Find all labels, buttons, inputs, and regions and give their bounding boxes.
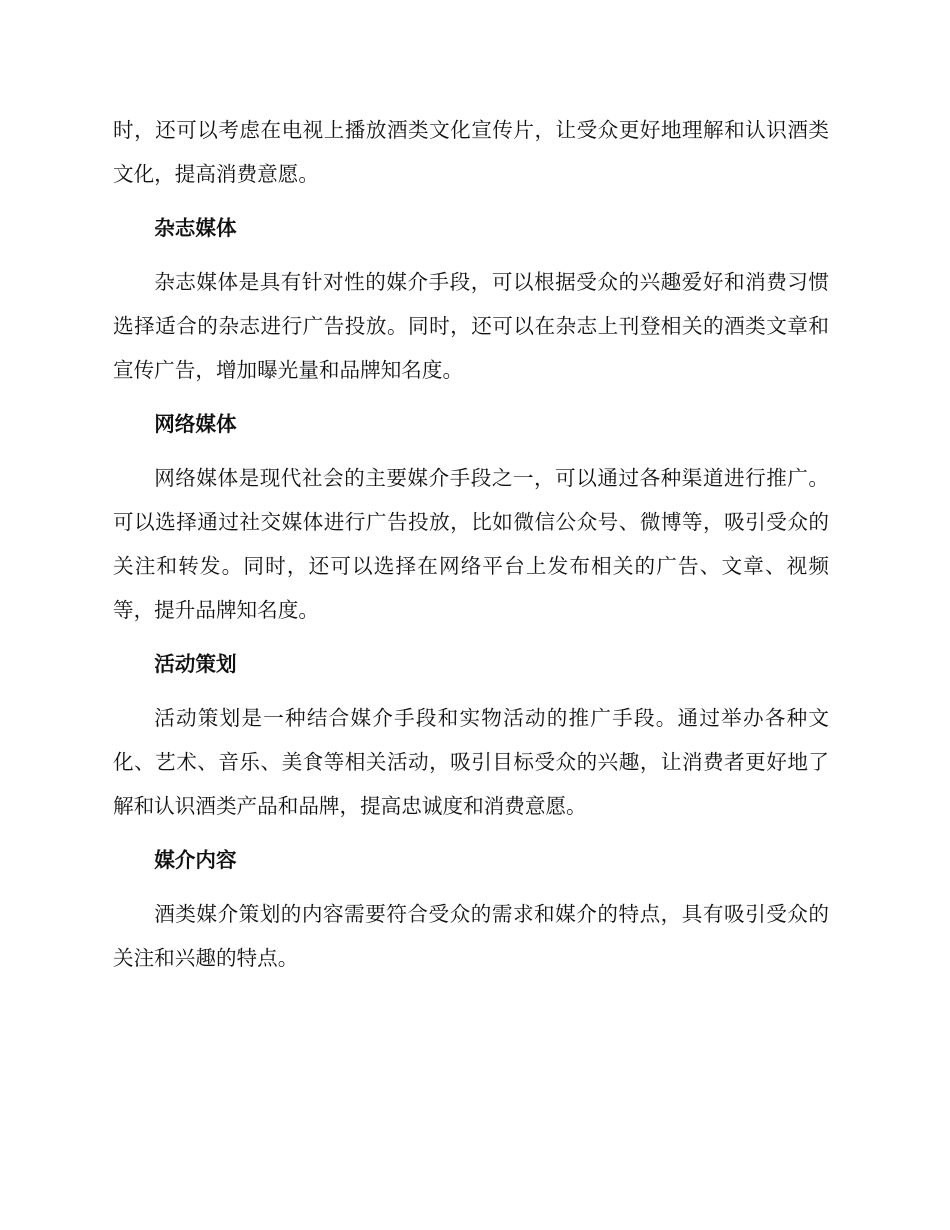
document-page — [113, 108, 829, 990]
section-body: 网络媒体是现代社会的主要媒介手段之一，可以通过各种渠道进行推广。可以选择通过社交媒体进行广告投放，比如微信公众号、微博等，吸引受众的关注和转发。同时，还可以选择在网络平台上发布相关的广告、文章、视频等，提升品牌知名度。 — [113, 466, 829, 622]
section-heading: 杂志媒体 — [154, 216, 237, 240]
section-heading: 活动策划 — [154, 652, 237, 676]
section-network-media — [113, 402, 829, 632]
section-heading: 媒介内容 — [154, 848, 237, 872]
section-body: 杂志媒体是具有针对性的媒介手段，可以根据受众的兴趣爱好和消费习惯选择适合的杂志进行广告投放。同时，还可以在杂志上刊登相关的酒类文章和宣传广告，增加曝光量和品牌知名度。 — [113, 270, 829, 382]
section-magazine-media — [113, 206, 829, 392]
intro-paragraph: 时，还可以考虑在电视上播放酒类文化宣传片，让受众更好地理解和认识酒类文化，提高消费意愿。 — [113, 118, 829, 186]
section-body: 活动策划是一种结合媒介手段和实物活动的推广手段。通过举办各种文化、艺术、音乐、美食等相关活动，吸引目标受众的兴趣，让消费者更好地了解和认识酒类产品和品牌，提高忠诚度和消费意愿。 — [113, 706, 829, 818]
section-media-content — [113, 838, 829, 980]
section-heading: 网络媒体 — [154, 412, 237, 436]
section-body: 酒类媒介策划的内容需要符合受众的需求和媒介的特点，具有吸引受众的关注和兴趣的特点。 — [113, 902, 829, 970]
section-event-planning — [113, 642, 829, 828]
